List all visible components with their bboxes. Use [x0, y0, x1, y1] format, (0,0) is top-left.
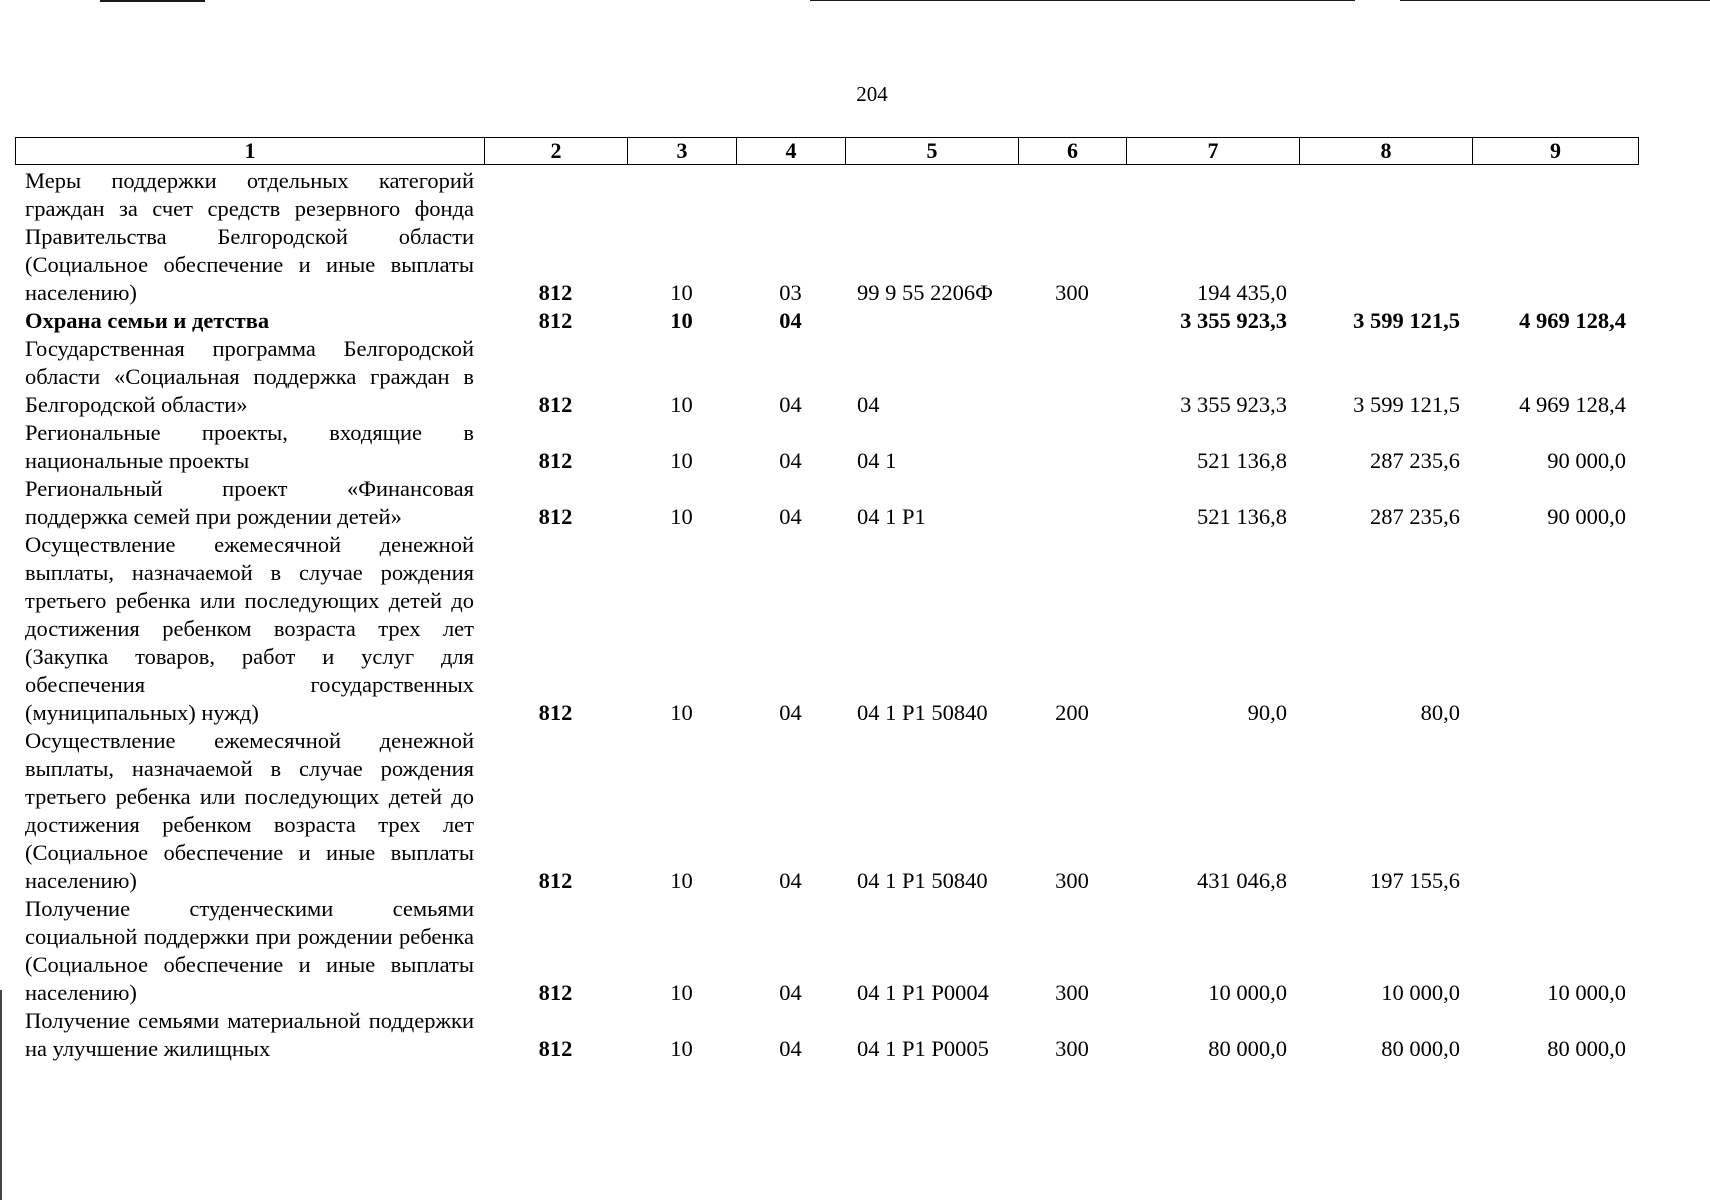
- table-row: [15, 531, 1638, 727]
- row-name: Осуществление ежемесячной денежной выплаты, назначаемой в случае рождения третьего ребенка или последующих детей до достижения ребенком возраста трех лет (Социальное обеспечение и иные выплаты населению): [25, 728, 474, 893]
- col-amount-1: 521 136,8: [1197, 448, 1287, 473]
- col-section: 10: [670, 308, 693, 333]
- col-amount-2: 10 000,0: [1381, 980, 1460, 1005]
- col-amount-3: 90 000,0: [1547, 504, 1626, 529]
- col-amount-2: 80 000,0: [1381, 1036, 1460, 1061]
- col-ministry: 812: [538, 280, 573, 305]
- table-row: [15, 419, 1638, 475]
- column-header: 3: [628, 138, 737, 165]
- col-amount-2: 3 599 121,5: [1353, 392, 1460, 417]
- col-expense-type: 200: [1055, 700, 1089, 725]
- col-target-article: 04: [857, 392, 880, 417]
- col-subsection: 04: [779, 448, 802, 473]
- col-amount-3: 4 969 128,4: [1519, 392, 1626, 417]
- table-row: [15, 167, 1638, 307]
- column-header: 2: [485, 138, 628, 165]
- col-target-article: 04 1 P1 50840: [857, 700, 988, 725]
- col-amount-1: 194 435,0: [1197, 280, 1287, 305]
- col-amount-2: [1299, 167, 1472, 307]
- col-expense-type: 300: [1055, 980, 1089, 1005]
- col-section: 10: [670, 448, 693, 473]
- col-amount-1: 80 000,0: [1208, 1036, 1287, 1061]
- col-expense-type: 300: [1055, 868, 1089, 893]
- col-ministry: 812: [538, 392, 573, 417]
- column-header: 6: [1019, 138, 1127, 165]
- col-subsection: 04: [779, 700, 802, 725]
- col-amount-3: 4 969 128,4: [1519, 308, 1626, 333]
- row-name: Региональный проект «Финансовая поддержка семей при рождении детей»: [25, 476, 474, 529]
- col-target-article: 04 1 P1 P0005: [857, 1036, 989, 1061]
- col-ministry: 812: [538, 504, 573, 529]
- column-header: 9: [1473, 138, 1639, 165]
- table-row: [15, 307, 1638, 335]
- col-expense-type: [1018, 475, 1126, 531]
- col-subsection: 04: [779, 504, 802, 529]
- col-ministry: 812: [538, 980, 573, 1005]
- col-section: 10: [670, 980, 693, 1005]
- column-header: 4: [737, 138, 846, 165]
- col-amount-3: 90 000,0: [1547, 448, 1626, 473]
- col-section: 10: [670, 1036, 693, 1061]
- budget-table: [15, 167, 1638, 1063]
- col-amount-1: 3 355 923,3: [1180, 392, 1287, 417]
- column-header: 5: [846, 138, 1019, 165]
- col-amount-1: 3 355 923,3: [1180, 308, 1287, 333]
- column-header: 8: [1300, 138, 1473, 165]
- col-subsection: 04: [779, 308, 802, 333]
- col-expense-type: [1018, 307, 1126, 335]
- col-target-article: 04 1 P1: [857, 504, 926, 529]
- row-name: Охрана семьи и детства: [25, 308, 270, 333]
- scan-edge-line: [810, 0, 1355, 1]
- col-amount-3: [1472, 167, 1638, 307]
- col-amount-2: 287 235,6: [1370, 448, 1460, 473]
- col-section: 10: [670, 700, 693, 725]
- table-row: [15, 895, 1638, 1007]
- table-row: [15, 1007, 1638, 1063]
- col-target-article: 04 1 P1 50840: [857, 868, 988, 893]
- table-row: [15, 727, 1638, 895]
- row-name: Получение студенческими семьями социальной поддержки при рождении ребенка (Социальное обеспечение и иные выплаты населению): [25, 896, 474, 1005]
- scan-edge-line: [0, 990, 2, 1200]
- col-amount-1: 90,0: [1247, 700, 1287, 725]
- col-subsection: 04: [779, 1036, 802, 1061]
- table-row: [15, 475, 1638, 531]
- col-subsection: 03: [779, 280, 802, 305]
- col-ministry: 812: [538, 700, 573, 725]
- col-ministry: 812: [538, 448, 573, 473]
- col-expense-type: [1018, 335, 1126, 419]
- col-target-article: 04 1: [857, 448, 897, 473]
- col-target-article: 04 1 P1 P0004: [857, 980, 989, 1005]
- row-name: Получение семьями материальной поддержки на улучшение жилищных: [25, 1008, 474, 1061]
- row-name: Осуществление ежемесячной денежной выплаты, назначаемой в случае рождения третьего ребенка или последующих детей до достижения ребенком возраста трех лет (Закупка товаров, работ и услуг для обеспечения государственных (муниципальных) нужд): [25, 532, 474, 725]
- col-section: 10: [670, 392, 693, 417]
- col-amount-3: 80 000,0: [1547, 1036, 1626, 1061]
- row-name: Региональные проекты, входящие в национальные проекты: [25, 420, 474, 473]
- col-amount-3: [1472, 727, 1638, 895]
- col-ministry: 812: [538, 1036, 573, 1061]
- col-subsection: 04: [779, 392, 802, 417]
- col-amount-3: [1472, 531, 1638, 727]
- row-name: Меры поддержки отдельных категорий граждан за счет средств резервного фонда Правительства Белгородской области (Социальное обеспечение и иные выплаты населению): [25, 168, 474, 305]
- col-amount-3: 10 000,0: [1547, 980, 1626, 1005]
- table-header: [15, 137, 1639, 165]
- col-section: 10: [670, 868, 693, 893]
- scan-edge-line: [100, 0, 205, 2]
- column-header: 7: [1127, 138, 1300, 165]
- col-amount-2: 3 599 121,5: [1353, 308, 1460, 333]
- col-subsection: 04: [779, 868, 802, 893]
- col-section: 10: [670, 280, 693, 305]
- col-target-article: [845, 307, 1018, 335]
- col-subsection: 04: [779, 980, 802, 1005]
- col-amount-2: 287 235,6: [1370, 504, 1460, 529]
- col-target-article: 99 9 55 2206Ф: [857, 280, 993, 305]
- col-amount-2: 197 155,6: [1370, 868, 1460, 893]
- col-section: 10: [670, 504, 693, 529]
- page-number: 204: [856, 82, 888, 106]
- row-name: Государственная программа Белгородской области «Социальная поддержка граждан в Белгородской области»: [25, 336, 474, 417]
- col-amount-2: 80,0: [1420, 700, 1460, 725]
- col-expense-type: [1018, 419, 1126, 475]
- col-amount-1: 431 046,8: [1197, 868, 1287, 893]
- col-amount-1: 10 000,0: [1208, 980, 1287, 1005]
- column-header: 1: [16, 138, 485, 165]
- col-expense-type: 300: [1055, 1036, 1089, 1061]
- col-amount-1: 521 136,8: [1197, 504, 1287, 529]
- col-expense-type: 300: [1055, 280, 1089, 305]
- col-ministry: 812: [538, 868, 573, 893]
- col-ministry: 812: [538, 308, 573, 333]
- table-row: [15, 335, 1638, 419]
- scan-edge-line: [1400, 0, 1710, 1]
